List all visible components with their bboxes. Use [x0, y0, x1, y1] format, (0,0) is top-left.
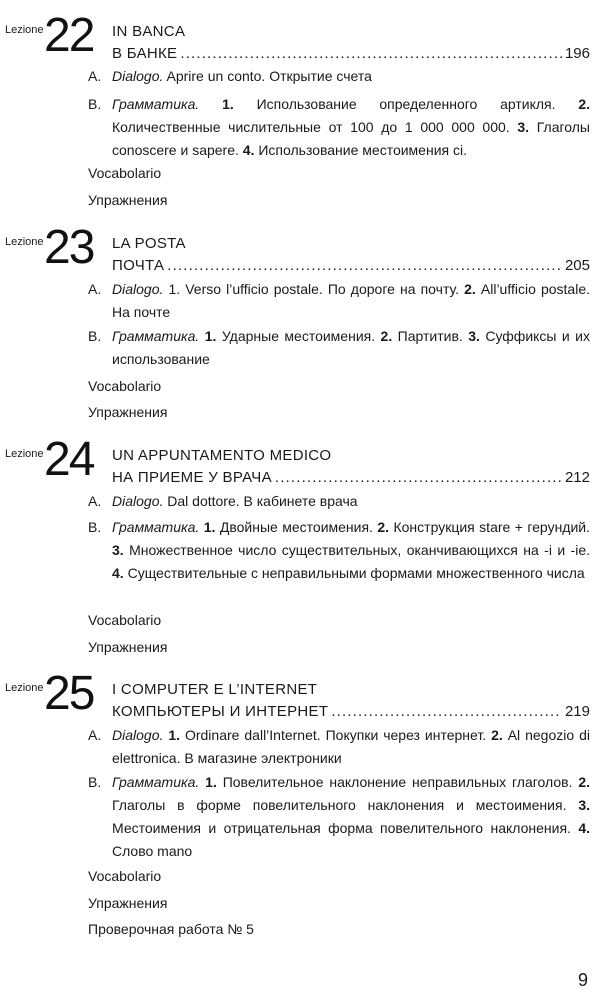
- section-b: [88, 516, 590, 585]
- section-marker: A.: [88, 727, 102, 743]
- lesson-title-it: LA POSTA: [112, 235, 186, 252]
- text: Al negozio di elettronica. В магазине электроники: [112, 727, 590, 766]
- lesson-title-it: UN APPUNTAMENTO MEDICO: [112, 447, 332, 464]
- lesson-title-it: I COMPUTER E L’INTERNET: [112, 681, 318, 698]
- section-lead: Dialogo.: [112, 493, 164, 509]
- section-text: Dal dottore. В кабинете врача: [163, 493, 358, 509]
- text: Использование определенного артикля.: [233, 96, 579, 112]
- section-marker: A.: [88, 68, 102, 84]
- lesson-title-ru: НА ПРИЕМЕ У ВРАЧА: [112, 469, 272, 486]
- exercises-link[interactable]: Упражнения: [88, 192, 168, 208]
- text: Партитив.: [392, 328, 469, 344]
- text: Существительные с неправильными формами множественного числа: [123, 565, 585, 581]
- section-marker: B.: [88, 519, 102, 535]
- section-b: [88, 771, 590, 863]
- section-a: [88, 724, 590, 770]
- lesson-number: 23: [44, 221, 94, 274]
- text: Повелительное наклонение неправильных глаголов.: [216, 774, 579, 790]
- lesson-title-ru: В БАНКЕ: [112, 45, 178, 62]
- num: 1.: [168, 727, 181, 743]
- lesson-label: Lezione: [5, 24, 44, 36]
- lesson-number: 22: [44, 9, 94, 62]
- num: 2.: [578, 96, 590, 112]
- leader-dots: [331, 702, 562, 722]
- toc-entry[interactable]: [112, 256, 590, 276]
- num: 4.: [242, 142, 255, 158]
- section-lead: Dialogo.: [112, 281, 164, 297]
- num: 3.: [468, 328, 480, 344]
- page-number: 9: [578, 970, 589, 990]
- text: 1. Verso l’ufficio postale. По дороге на почту.: [163, 281, 465, 297]
- section-text: Aprire un conto. Открытие счета: [163, 68, 372, 84]
- text: All’ufficio postale. На почте: [112, 281, 590, 320]
- num: 1.: [203, 519, 216, 535]
- toc-entry[interactable]: [112, 468, 590, 488]
- section-b: [88, 93, 590, 162]
- section-marker: A.: [88, 493, 102, 509]
- section-marker: B.: [88, 96, 102, 112]
- num: 3.: [112, 542, 124, 558]
- section-marker: B.: [88, 328, 102, 344]
- page-ref: 196: [564, 45, 590, 62]
- lesson-title-ru: ПОЧТА: [112, 257, 165, 274]
- section-marker: B.: [88, 774, 102, 790]
- lesson-number: 24: [44, 433, 94, 486]
- text: Слово mano: [112, 843, 193, 859]
- lesson-label: Lezione: [5, 448, 44, 460]
- text: Количественные числительные от 100 до 1 000 000 000.: [112, 119, 518, 135]
- page-ref: 219: [564, 703, 590, 720]
- section-lead: Dialogo.: [112, 727, 164, 743]
- section-b: [88, 325, 590, 371]
- toc-entry[interactable]: [112, 44, 590, 64]
- section-marker: A.: [88, 281, 102, 297]
- text: Глаголы в форме повелительного наклонения и местоимения.: [112, 797, 579, 813]
- leader-dots: [167, 256, 562, 276]
- num: 2.: [464, 281, 476, 297]
- page-ref: 212: [564, 469, 590, 486]
- num: 2.: [578, 774, 591, 790]
- num: 2.: [380, 328, 393, 344]
- text: Местоимения и отрицательная форма повелительного наклонения.: [112, 820, 579, 836]
- num: 2.: [377, 519, 390, 535]
- leader-dots: [275, 468, 562, 488]
- text: Двойные местоимения.: [215, 519, 378, 535]
- exercises-link[interactable]: Упражнения: [88, 639, 168, 655]
- section-lead: Dialogo.: [112, 68, 164, 84]
- vocabulary-link[interactable]: Vocabolario: [88, 612, 162, 628]
- num: 1.: [204, 328, 217, 344]
- section-a: [88, 490, 590, 513]
- text: Ordinare dall’Internet. Покупки через интернет.: [180, 727, 492, 743]
- section-lead: Грамматика.: [112, 96, 200, 112]
- vocabulary-link[interactable]: Vocabolario: [88, 868, 162, 884]
- vocabulary-link[interactable]: Vocabolario: [88, 165, 162, 181]
- text: Конструкция stare + герундий.: [389, 519, 590, 535]
- leader-dots: [180, 44, 562, 64]
- text: Суффиксы и их использование: [112, 328, 590, 367]
- text: Использование местоимения ci.: [254, 142, 467, 158]
- text: Глаголы conoscere и sapere.: [112, 119, 590, 158]
- section-lead: Грамматика.: [112, 519, 200, 535]
- exercises-link[interactable]: Упражнения: [88, 404, 168, 420]
- num: 3.: [517, 119, 530, 135]
- lesson-label: Lezione: [5, 682, 44, 694]
- exercises-link[interactable]: Упражнения: [88, 895, 168, 911]
- num: 2.: [491, 727, 503, 743]
- toc-entry[interactable]: [112, 702, 590, 722]
- page-ref: 205: [564, 257, 590, 274]
- text: Ударные местоимения.: [216, 328, 381, 344]
- num: 1.: [205, 774, 217, 790]
- lesson-title-ru: КОМПЬЮТЕРЫ И ИНТЕРНЕТ: [112, 703, 329, 720]
- num: 4.: [112, 565, 124, 581]
- text: Множественное число существительных, оканчивающихся на -i и -ie.: [123, 542, 590, 558]
- lesson-title-it: IN BANCA: [112, 23, 186, 40]
- vocabulary-link[interactable]: Vocabolario: [88, 378, 162, 394]
- lesson-number: 25: [44, 667, 94, 720]
- section-a: [88, 278, 590, 324]
- num: 1.: [222, 96, 234, 112]
- section-a: [88, 65, 590, 88]
- test-link[interactable]: Проверочная работа № 5: [88, 921, 254, 937]
- section-lead: Грамматика.: [112, 328, 200, 344]
- num: 3.: [578, 797, 590, 813]
- section-lead: Грамматика.: [112, 774, 200, 790]
- num: 4.: [578, 820, 590, 836]
- lesson-label: Lezione: [5, 236, 44, 248]
